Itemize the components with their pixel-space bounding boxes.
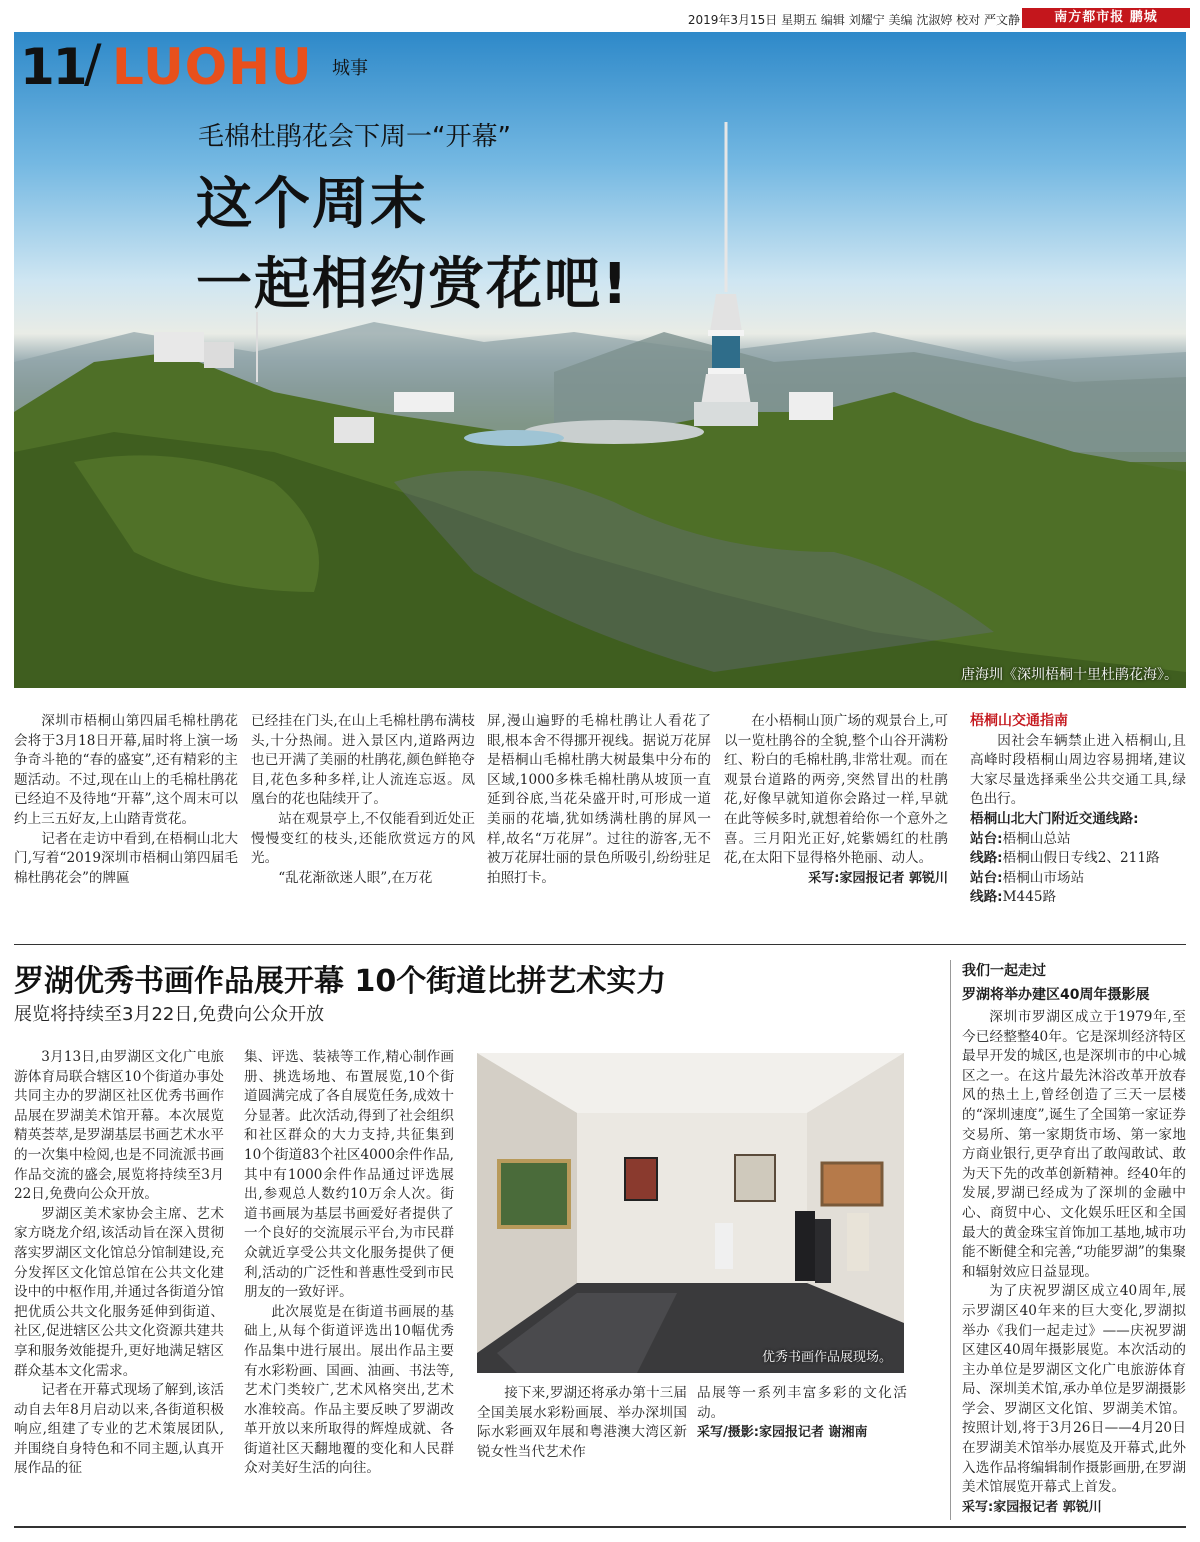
- paragraph: 深圳市梧桐山第四届毛棉杜鹃花会将于3月18日开幕,届时将上演一场争奇斗艳的“春的盛宴”,还有精彩的主题活动。不过,现在山上的毛棉杜鹃花已经迫不及待地“开幕”,这个周末可以约上三五好友,上山踏青赏花。: [14, 713, 238, 827]
- paragraph: 此次展览是在街道书画展的基础上,从每个街道评选出10幅优秀作品集中进行展出。展出作品主要有水彩粉画、国画、油画、书法等,艺术门类较广,艺术风格突出,艺术水准较高。作品主要反映了罗湖改革开放以来所取得的辉煌成就、各街道社区天翻地覆的变化和人民群众对美好生活的向往。: [244, 1303, 454, 1477]
- column-divider: [950, 960, 951, 1520]
- mountain-scene-illustration: [14, 32, 1186, 688]
- article1-column4: [724, 712, 948, 888]
- paragraph: 接下来,罗湖还将承办第十三届全国美展水彩粉画展、举办深圳国际水彩画双年展和粤港澳大湾区新锐女性当代艺术作: [477, 1385, 687, 1460]
- paragraph: 已经挂在门头,在山上毛棉杜鹃布满枝头,十分热闹。进入景区内,道路两边也已开满了美丽的杜鹃花,颜色鲜艳夺目,花色多种多样,让人流连忘返。凤凰台的花也陆续开了。: [251, 713, 475, 808]
- paragraph: 罗湖区美术家协会主席、艺术家方晓龙介绍,该活动旨在深入贯彻落实罗湖区文化馆总分馆制建设,充分发挥区文化馆总馆在公共文化建设中的中枢作用,并通过各街道分馆把优质公共文化服务延伸到街道、社区,促进辖区公共文化资源共建共享和服务效能提升,更好地满足辖区群众基本文化需求。: [14, 1205, 224, 1379]
- newspaper-logo: 南方都市报 鹏城: [1022, 8, 1190, 28]
- page-bottom-rule: [14, 1526, 1186, 1528]
- paragraph: 记者在走访中看到,在梧桐山北大门,写着“2019深圳市梧桐山第四届毛棉杜鹃花会”的牌匾: [14, 830, 238, 886]
- hero-headline-line2: 一起相约赏花吧!: [196, 252, 630, 317]
- paragraph: 屏,漫山遍野的毛棉杜鹃让人看花了眼,根本舍不得挪开视线。据说万花屏是梧桐山毛棉杜鹃大树最集中分布的区域,1000多株毛棉杜鹃从坡顶一直延到谷底,当花朵盛开时,可形成一道美丽的花墙,犹如绣满杜鹃的屏风一样,故名“万花屏”。过往的游客,无不被万花屏壮丽的景色所吸引,纷纷驻足拍照打卡。: [487, 713, 711, 886]
- hero-caption: 唐海圳《深圳梧桐十里杜鹃花海》。: [961, 667, 1178, 683]
- guide-row: 线路:M445路: [970, 889, 1057, 906]
- guide-subtitle: 梧桐山北大门附近交通线路:: [970, 810, 1139, 827]
- paragraph: 为了庆祝罗湖区成立40周年,展示罗湖区40年来的巨大变化,罗湖拟举办《我们一起走过》——庆祝罗湖区建区40周年摄影展览。本次活动的主办单位是罗湖区文化广电旅游体育局、深圳美术馆,承办单位是罗湖摄影学会、罗湖区文化馆、罗湖美术馆。按照计划,将于3月26日——4月20日在罗湖美术馆举办展览及开幕式,此外入选作品将编辑制作摄影画册,在罗湖美术馆展览开幕式上首发。: [962, 1283, 1186, 1496]
- article2-column4: [697, 1384, 907, 1443]
- guide-row: 站台:梧桐山总站: [970, 830, 1071, 847]
- article2-column2: [244, 1048, 454, 1479]
- hero-kicker: 毛棉杜鹃花会下周一“开幕”: [198, 122, 511, 152]
- paragraph: 品展等一系列丰富多彩的文化活动。: [697, 1385, 907, 1421]
- exhibition-photo: [477, 1053, 904, 1373]
- paragraph: 在小梧桐山顶广场的观景台上,可以一览杜鹃谷的全貌,整个山谷开满粉红、粉白的毛棉杜鹃,非常壮观。而在观景台道路的两旁,突然冒出的杜鹃花,好像早就知道你会路过一样,早就在此等候多时,就想着给你一个意外之喜。三月阳光正好,姹紫嫣红的杜鹃花,在太阳下显得格外艳丽、动人。: [724, 713, 948, 867]
- paragraph: 集、评选、装裱等工作,精心制作画册、挑选场地、布置展览,10个街道圆满完成了各自展览任务,成效十分显著。此次活动,得到了社会组织和社区群众的大力支持,共征集到10个街道83个社区4000余件作品,其中有1000余件作品通过评选展出,参观总人数约10万余人次。街道书画展为基层书画爱好者提供了一个良好的交流展示平台,为市民群众就近享受公共文化服务提供了便利,活动的广泛性和普惠性受到市民朋友的一致好评。: [244, 1049, 454, 1301]
- page-header: [0, 0, 1200, 30]
- article3-title-line1: 我们一起走过: [962, 963, 1046, 979]
- guide-intro: 因社会车辆禁止进入梧桐山,且高峰时段梧桐山周边容易拥堵,建议大家尽量选择乘坐公共交通工具,绿色出行。: [970, 732, 1186, 808]
- section-label: 城事: [332, 58, 368, 79]
- guide-title: 梧桐山交通指南: [970, 713, 1068, 729]
- guide-row: 线路:梧桐山假日专线2、211路: [970, 850, 1160, 867]
- paragraph: 站在观景亭上,不仅能看到近处正慢慢变红的枝头,还能欣赏远方的风光。: [251, 810, 475, 867]
- hero-headline-line1: 这个周末: [196, 172, 428, 237]
- paragraph: 深圳市罗湖区成立于1979年,至今已经整整40年。它是深圳经济特区最早开发的城区,也是深圳市的中心城区之一。在这片最先沐浴改革开放春风的热土上,曾经创造了三天一层楼的“深圳速度”,诞生了全国第一家证券交易所、第一家期货市场、第一家地方商业银行,更孕育出了敢闯敢试、敢为天下先的改革创新精神。经40年的发展,罗湖已经成为了深圳的金融中心、商贸中心、文化娱乐旺区和全国最大的黄金珠宝首饰加工基地,城市功能不断健全和完善,“功能罗湖”的集聚和辐射效应日益显现。: [962, 1009, 1186, 1280]
- section-name: LUOHU: [112, 38, 313, 96]
- article3-byline: 采写:家园报记者 郭锐川: [962, 1499, 1102, 1515]
- article2-byline: 采写/摄影:家园报记者 谢湘南: [697, 1425, 868, 1441]
- gallery-scene-illustration: [477, 1053, 904, 1373]
- article3-body: [962, 1008, 1186, 1517]
- article2-column3: [477, 1384, 687, 1462]
- paragraph: 记者在开幕式现场了解到,该活动自去年8月启动以来,各街道积极响应,组建了专业的艺术策展团队,并围绕自身特色和不同主题,认真开展作品的征: [14, 1382, 224, 1477]
- article1-column3: [487, 712, 711, 888]
- article1-byline: 采写:家园报记者 郭锐川: [808, 870, 948, 886]
- transport-guide: [970, 712, 1186, 908]
- paragraph: 3月13日,由罗湖区文化广电旅游体育局联合辖区10个街道办事处共同主办的罗湖区社区优秀书画作品展在罗湖美术馆开幕。本次展览精英荟萃,是罗湖基层书画艺术水平的一次集中检阅,也是不同流派书画作品交流的盛会,展览将持续至3月22日,免费向公众开放。: [14, 1049, 224, 1203]
- article1-column1: [14, 712, 238, 888]
- article2-subhead: 展览将持续至3月22日,免费向公众开放: [14, 1004, 325, 1025]
- hero-photo: [14, 32, 1186, 688]
- article2-headline: 罗湖优秀书画作品展开幕 10个街道比拼艺术实力: [14, 964, 667, 999]
- page-number: 11: [20, 38, 86, 96]
- paragraph: “乱花渐欲迷人眼”,在万花: [278, 869, 433, 886]
- section-divider: [14, 944, 1186, 945]
- article1-column2: [251, 712, 475, 888]
- article3-title-line2: 罗湖将举办建区40周年摄影展: [962, 987, 1150, 1003]
- section-slash: /: [84, 34, 102, 94]
- guide-row: 站台:梧桐山市场站: [970, 869, 1085, 886]
- article2-column1: [14, 1048, 224, 1479]
- issue-meta: 2019年3月15日 星期五 编辑 刘耀宁 美编 沈淑婷 校对 严文静: [687, 13, 1020, 27]
- photo-caption: 优秀书画作品展现场。: [761, 1350, 892, 1365]
